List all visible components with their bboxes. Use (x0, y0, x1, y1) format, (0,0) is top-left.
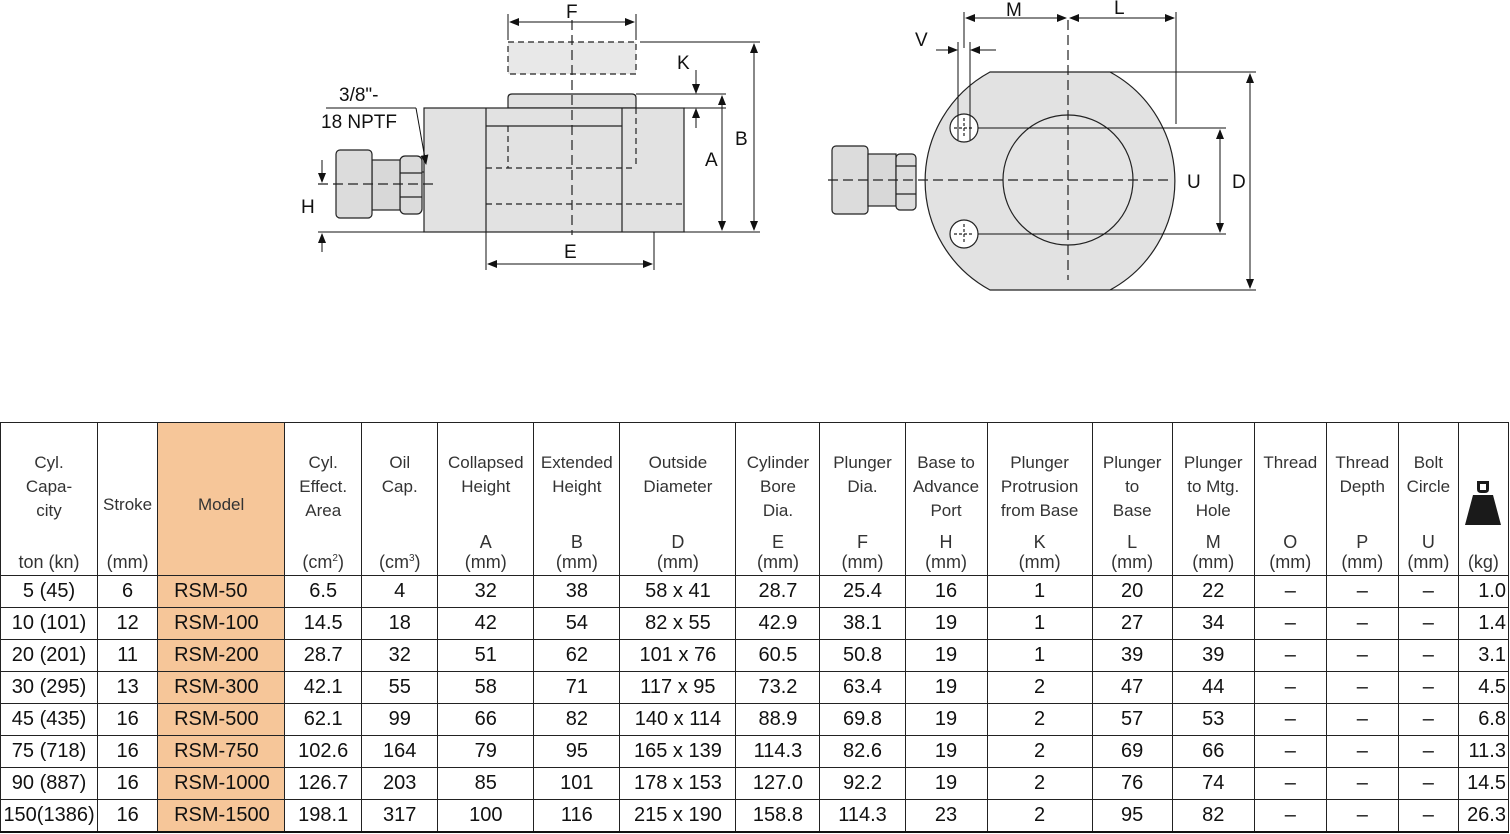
table-cell: 22 (1172, 576, 1254, 608)
table-cell: 19 (905, 768, 987, 800)
table-cell: – (1326, 608, 1398, 640)
table-cell: 45 (435) (1, 704, 98, 736)
table-cell: – (1326, 768, 1398, 800)
table-cell: 16 (98, 736, 158, 768)
table-cell: 158.8 (736, 800, 820, 833)
table-cell: – (1398, 736, 1458, 768)
table-cell: 66 (1172, 736, 1254, 768)
table-cell: 5 (45) (1, 576, 98, 608)
table-cell: 1 (987, 640, 1092, 672)
column-header-cylinder-bore-dia (736, 423, 820, 576)
table-cell: 99 (362, 704, 438, 736)
table-cell: 102.6 (285, 736, 362, 768)
table-header-row (1, 423, 1509, 576)
table-cell: 42 (438, 608, 534, 640)
model-cell: RSM-50 (158, 576, 285, 608)
column-title: Collapsed Height (447, 453, 524, 496)
table-cell: 62 (534, 640, 620, 672)
model-cell: RSM-1000 (158, 768, 285, 800)
table-cell: 215 x 190 (620, 800, 736, 833)
table-cell: 69.8 (820, 704, 905, 736)
column-unit: ton (kn) (18, 552, 80, 572)
table-cell: 16 (98, 768, 158, 800)
table-cell: 117 x 95 (620, 672, 736, 704)
column-unit: M (mm) (1192, 532, 1235, 572)
table-cell: – (1398, 608, 1458, 640)
table-cell: 140 x 114 (620, 704, 736, 736)
table-cell: – (1398, 768, 1458, 800)
table-cell: 14.5 (1458, 768, 1508, 800)
table-cell: 82 (534, 704, 620, 736)
dim-label-H: H (301, 197, 315, 218)
table-cell: 62.1 (285, 704, 362, 736)
column-unit: A (mm) (464, 532, 507, 572)
column-header-plunger-to-mtg-hole (1172, 423, 1254, 576)
column-title: Cyl. Effect. Area (299, 453, 348, 520)
table-cell: 4.5 (1458, 672, 1508, 704)
column-header-thread-depth (1326, 423, 1398, 576)
column-unit: E (mm) (756, 532, 799, 572)
table-cell: 2 (987, 704, 1092, 736)
table-cell: 34 (1172, 608, 1254, 640)
column-title: Plunger to Mtg. Hole (1183, 453, 1243, 520)
table-cell: – (1326, 800, 1398, 833)
table-cell: – (1326, 704, 1398, 736)
table-cell: 28.7 (736, 576, 820, 608)
table-cell: – (1254, 640, 1326, 672)
table-cell: 114.3 (820, 800, 905, 833)
column-title: Base to Advance Port (912, 453, 980, 520)
table-cell: – (1254, 800, 1326, 833)
specification-table (0, 422, 1509, 833)
column-unit: L (mm) (1111, 532, 1154, 572)
table-cell: 16 (905, 576, 987, 608)
table-cell: 16 (98, 800, 158, 833)
table-cell: 19 (905, 704, 987, 736)
weight-icon (1463, 479, 1503, 527)
model-cell: RSM-1500 (158, 800, 285, 833)
table-cell: – (1398, 672, 1458, 704)
table-cell: 38 (534, 576, 620, 608)
table-cell: 101 x 76 (620, 640, 736, 672)
table-cell: 6.8 (1458, 704, 1508, 736)
table-cell: 26.3 (1458, 800, 1508, 833)
column-title: Plunger Protrusion from Base (1000, 453, 1079, 520)
column-header-plunger-to-base (1092, 423, 1172, 576)
table-cell: 100 (438, 800, 534, 833)
table-cell: 18 (362, 608, 438, 640)
dim-label-M: M (1006, 0, 1022, 21)
column-header-thread (1254, 423, 1326, 576)
table-cell: 74 (1172, 768, 1254, 800)
table-cell: – (1398, 800, 1458, 833)
column-unit: $(cm^3)$ (378, 552, 421, 572)
table-cell: 57 (1092, 704, 1172, 736)
column-header-plunger-protrusion-from-base (987, 423, 1092, 576)
table-cell: – (1326, 736, 1398, 768)
table-cell: 30 (295) (1, 672, 98, 704)
column-title: Bolt Circle (1406, 453, 1451, 496)
column-unit (158, 553, 284, 573)
table-row (1, 672, 1509, 704)
table-cell: 82 (1172, 800, 1254, 833)
table-cell: – (1326, 672, 1398, 704)
table-cell: 39 (1172, 640, 1254, 672)
column-unit: B (mm) (555, 532, 598, 572)
table-row (1, 576, 1509, 608)
column-unit: U (mm) (1407, 532, 1450, 572)
column-unit: (kg) (1467, 552, 1499, 572)
table-cell: 19 (905, 672, 987, 704)
dim-label-F: F (566, 2, 578, 23)
column-title: Thread Depth (1335, 453, 1390, 496)
table-cell: 54 (534, 608, 620, 640)
column-unit: H (mm) (925, 532, 968, 572)
table-cell: 150(1386) (1, 800, 98, 833)
table-cell: 82 x 55 (620, 608, 736, 640)
table-cell: – (1254, 576, 1326, 608)
table-cell: 126.7 (285, 768, 362, 800)
column-title: Plunger to Base (1102, 453, 1162, 520)
table-cell: 50.8 (820, 640, 905, 672)
table-cell: 58 x 41 (620, 576, 736, 608)
table-cell: 85 (438, 768, 534, 800)
column-unit: O (mm) (1269, 532, 1312, 572)
table-cell: 95 (534, 736, 620, 768)
column-unit: $(cm^2)$ (302, 552, 344, 572)
column-header-bolt-circle (1398, 423, 1458, 576)
table-row (1, 768, 1509, 800)
column-header-cyl-capa-city (1, 423, 98, 576)
table-row (1, 736, 1509, 768)
model-cell: RSM-200 (158, 640, 285, 672)
column-header-collapsed-height (438, 423, 534, 576)
table-cell: 23 (905, 800, 987, 833)
column-title: Thread (1263, 453, 1318, 472)
table-cell: – (1398, 576, 1458, 608)
top-coupler-nut (896, 154, 916, 210)
table-cell: 51 (438, 640, 534, 672)
table-cell: 88.9 (736, 704, 820, 736)
table-cell: 165 x 139 (620, 736, 736, 768)
column-header-stroke (98, 423, 158, 576)
table-cell: – (1398, 640, 1458, 672)
table-cell: 116 (534, 800, 620, 833)
table-cell: 19 (905, 640, 987, 672)
dim-label-A: A (705, 150, 718, 171)
table-cell: 178 x 153 (620, 768, 736, 800)
table-cell: 42.1 (285, 672, 362, 704)
column-header-base-to-advance-port (905, 423, 987, 576)
table-cell: – (1254, 672, 1326, 704)
table-cell: 42.9 (736, 608, 820, 640)
table-cell: – (1254, 736, 1326, 768)
dim-label-B: B (735, 129, 748, 150)
dim-label-K: K (677, 53, 690, 74)
table-row (1, 640, 1509, 672)
table-cell: 27 (1092, 608, 1172, 640)
table-cell: 73.2 (736, 672, 820, 704)
table-cell: 63.4 (820, 672, 905, 704)
table-cell: 11 (98, 640, 158, 672)
column-title: Outside Diameter (643, 453, 713, 496)
table-cell: – (1254, 608, 1326, 640)
table-cell: 79 (438, 736, 534, 768)
table-cell: 71 (534, 672, 620, 704)
table-cell: 2 (987, 736, 1092, 768)
table-cell: 20 (201) (1, 640, 98, 672)
table-cell: 6 (98, 576, 158, 608)
table-cell: 90 (887) (1, 768, 98, 800)
table-cell: 13 (98, 672, 158, 704)
dim-label-D: D (1232, 172, 1246, 193)
table-cell: 75 (718) (1, 736, 98, 768)
table-body (1, 576, 1509, 833)
table-cell: 20 (1092, 576, 1172, 608)
table-cell: 95 (1092, 800, 1172, 833)
column-title: Extended Height (540, 453, 613, 496)
table-cell: 58 (438, 672, 534, 704)
dim-label-U: U (1187, 172, 1201, 193)
column-unit: (mm) (106, 551, 149, 572)
column-header-weight (1458, 423, 1508, 576)
table-cell: 16 (98, 704, 158, 736)
column-header-cyl-effect-area (285, 423, 362, 576)
table-cell: 317 (362, 800, 438, 833)
table-cell: 3.1 (1458, 640, 1508, 672)
dim-label-E: E (564, 242, 577, 263)
table-cell: 60.5 (736, 640, 820, 672)
table-cell: 2 (987, 768, 1092, 800)
table-cell: 19 (905, 736, 987, 768)
table-cell: – (1398, 704, 1458, 736)
table-cell: – (1326, 640, 1398, 672)
technical-drawing (0, 0, 1510, 300)
coupler-nut (400, 156, 422, 214)
table-cell: 12 (98, 608, 158, 640)
table-cell: 1.4 (1458, 608, 1508, 640)
top-view (828, 20, 1175, 290)
port-label-line2: 18 NPTF (321, 112, 398, 133)
column-header-outside-diameter (620, 423, 736, 576)
table-cell: 101 (534, 768, 620, 800)
table-cell: 11.3 (1458, 736, 1508, 768)
table-cell: 92.2 (820, 768, 905, 800)
table-cell: – (1254, 768, 1326, 800)
table-cell: 114.3 (736, 736, 820, 768)
column-header-extended-height (534, 423, 620, 576)
dim-label-L: L (1114, 0, 1125, 19)
table-cell: 1 (987, 608, 1092, 640)
model-cell: RSM-300 (158, 672, 285, 704)
table-cell: 55 (362, 672, 438, 704)
column-title: Plunger Dia. (833, 453, 892, 496)
table-cell: 6.5 (285, 576, 362, 608)
column-unit: F (mm) (841, 532, 884, 572)
column-header-model (158, 423, 285, 576)
port-label-line1: 3/8"- (339, 85, 379, 106)
table-cell: 164 (362, 736, 438, 768)
table-cell: 69 (1092, 736, 1172, 768)
table-cell: 38.1 (820, 608, 905, 640)
table-cell: 66 (438, 704, 534, 736)
column-header-oil-cap (362, 423, 438, 576)
table-cell: 14.5 (285, 608, 362, 640)
column-unit: K (mm) (1018, 532, 1061, 572)
table-cell: 1 (987, 576, 1092, 608)
table-cell: 76 (1092, 768, 1172, 800)
column-title: Model (197, 495, 245, 514)
table-cell: 127.0 (736, 768, 820, 800)
table-cell: 25.4 (820, 576, 905, 608)
table-cell: 47 (1092, 672, 1172, 704)
table-cell: 32 (362, 640, 438, 672)
table-row (1, 608, 1509, 640)
table-cell: 44 (1172, 672, 1254, 704)
table-cell: 39 (1092, 640, 1172, 672)
table-cell: 32 (438, 576, 534, 608)
model-cell: RSM-750 (158, 736, 285, 768)
column-unit: P (mm) (1341, 532, 1384, 572)
column-title: Oil Cap. (381, 453, 418, 496)
model-cell: RSM-500 (158, 704, 285, 736)
column-unit: D (mm) (656, 532, 699, 572)
table-cell: 82.6 (820, 736, 905, 768)
table-cell: 10 (101) (1, 608, 98, 640)
table-cell: 53 (1172, 704, 1254, 736)
table-cell: 203 (362, 768, 438, 800)
table-cell: 1.0 (1458, 576, 1508, 608)
table-cell: 198.1 (285, 800, 362, 833)
table-cell: 2 (987, 800, 1092, 833)
table-cell: 4 (362, 576, 438, 608)
model-cell: RSM-100 (158, 608, 285, 640)
table-cell: – (1326, 576, 1398, 608)
table-row (1, 800, 1509, 833)
table-cell: 28.7 (285, 640, 362, 672)
table-cell: 19 (905, 608, 987, 640)
dim-label-V: V (915, 30, 928, 51)
column-title: Cylinder Bore Dia. (746, 453, 810, 520)
column-header-plunger-dia (820, 423, 905, 576)
table-cell: 2 (987, 672, 1092, 704)
column-title: Stroke (103, 494, 153, 514)
table-cell: – (1254, 704, 1326, 736)
column-title: Cyl. Capa- city (25, 453, 73, 520)
table-row (1, 704, 1509, 736)
